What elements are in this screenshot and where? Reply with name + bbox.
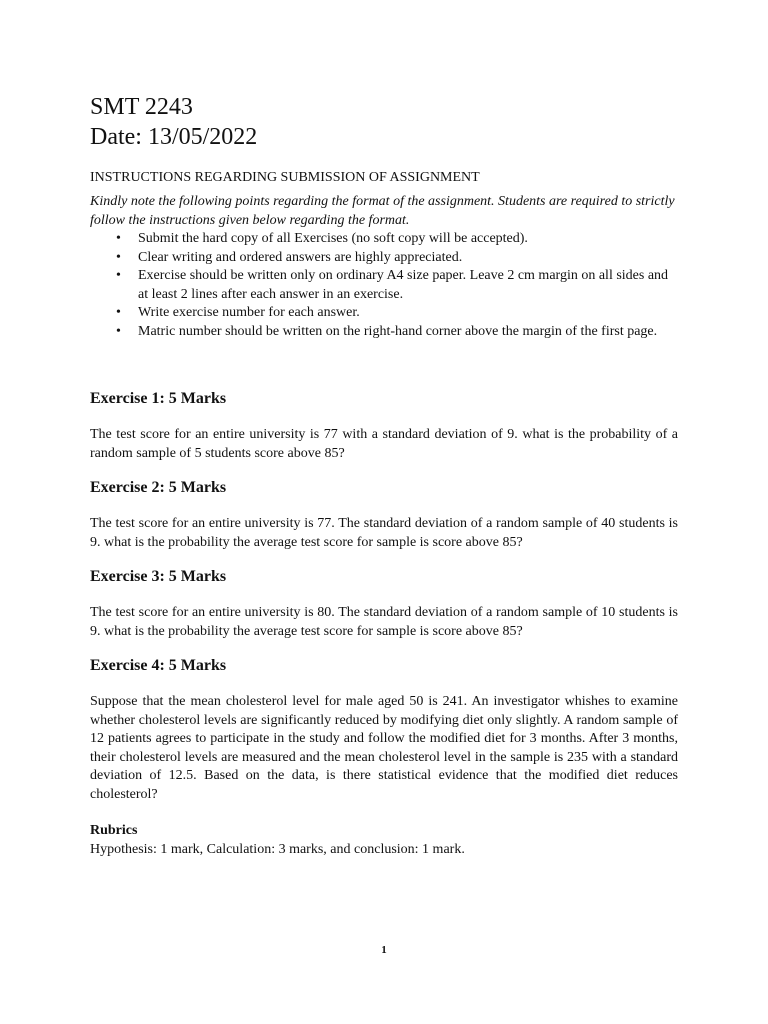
exercise-body: The test score for an entire university is 80. The standard deviation of a random sample of 10 students is 9. what is the probability the average test score for sample is score above 85? [90,605,678,639]
instruction-item: • Matric number should be written on the right-hand corner above the margin of the first page. [138,323,678,342]
exercise-4 [90,656,678,804]
exercise-body: Suppose that the mean cholesterol level for male aged 50 is 241. An investigator whishes to examine whether cholesterol levels are significantly reduced by modifying diet only slightly. A random sample of 12 patients agrees to participate in the study and follow the modified diet for 3 months. After 3 months, their cholesterol levels are measured and the mean cholesterol level in the sample is 235 with a standard deviation of 12.5. Based on the data, is there statistical evidence that the modified diet reduces cholesterol? [90,694,678,802]
exercise-heading: Exercise 4: 5 Marks [90,657,227,674]
instructions-intro: Kindly note the following points regarding the format of the assignment. Students are required to strictly follow the instructions given below regarding the format. [90,194,675,228]
exercise-3 [90,567,678,641]
page-number: 1 [381,944,387,956]
instruction-item: • Exercise should be written only on ordinary A4 size paper. Leave 2 cm margin on all sides and at least 2 lines after each answer in an exercise. [138,267,678,304]
exercise-body: The test score for an entire university is 77. The standard deviation of a random sample of 40 students is 9. what is the probability the average test score for sample is score above 85? [90,516,678,550]
instruction-item: • Write exercise number for each answer. [138,304,678,323]
instruction-item: • Submit the hard copy of all Exercises (no soft copy will be accepted). [138,230,678,249]
rubrics-body: Hypothesis: 1 mark, Calculation: 3 marks, and conclusion: 1 mark. [90,841,465,857]
course-code: SMT 2243 [90,94,193,120]
exercise-1 [90,389,678,463]
instructions-title: INSTRUCTIONS REGARDING SUBMISSION OF ASSIGNMENT [90,170,480,185]
rubrics-heading: Rubrics [90,823,138,838]
exercise-2 [90,478,678,552]
document-date: Date: 13/05/2022 [90,124,258,150]
rubrics-section [90,822,678,859]
instructions-list [90,230,678,341]
instruction-item: • Clear writing and ordered answers are highly appreciated. [138,249,678,268]
document-page [90,92,678,859]
exercise-heading: Exercise 1: 5 Marks [90,390,227,407]
exercise-body: The test score for an entire university is 77 with a standard deviation of 9. what is the probability of a random sample of 5 students score above 85? [90,427,678,461]
exercise-heading: Exercise 2: 5 Marks [90,479,227,496]
exercise-heading: Exercise 3: 5 Marks [90,568,227,585]
